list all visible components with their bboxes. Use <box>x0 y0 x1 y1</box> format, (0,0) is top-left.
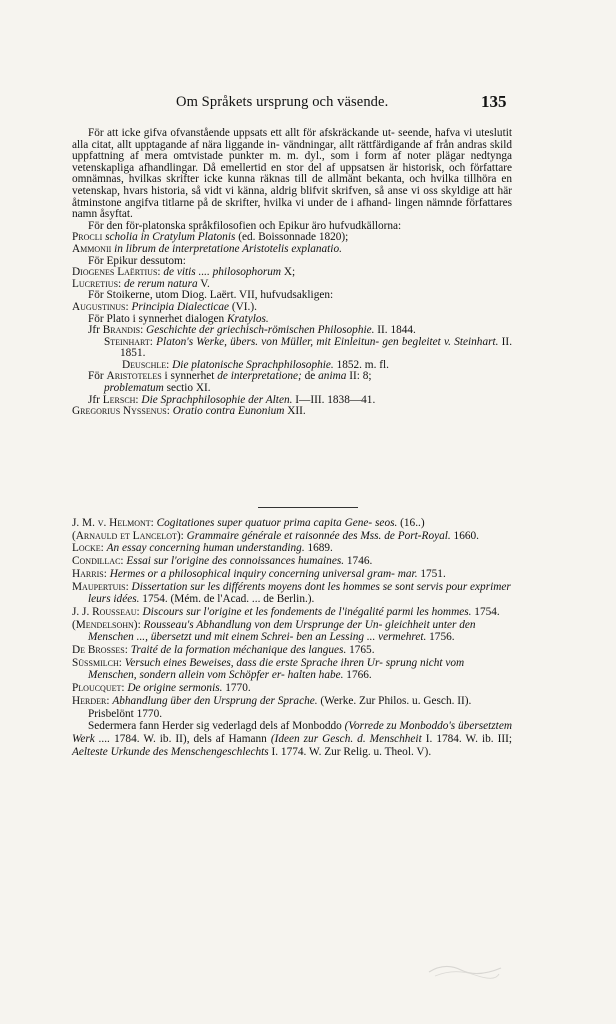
work-title: parmi les hommes. <box>386 605 472 618</box>
work-title: Grammaire générale et raisonnée des Mss. de <box>186 529 395 542</box>
author: Locke: <box>72 542 104 555</box>
work-title: seos. <box>375 517 398 529</box>
work-title: sont servis pour exprimer leurs idées. <box>88 580 511 606</box>
bib-entry-herder <box>72 695 512 720</box>
author: Procli <box>72 231 103 244</box>
work-title: ben an Lessing ... vermehret. <box>296 631 427 644</box>
year: (16..) <box>397 517 425 529</box>
edition: (ed. Boissonnade 1820); <box>238 231 349 244</box>
work-title: in librum de interpretatione Aristotelis explanatio. <box>114 242 342 255</box>
author: Aristoteles <box>106 370 162 383</box>
work-title: Versuch eines Beweises, dass die erste Sprache ihren Ur- <box>124 656 383 669</box>
intro-line: För att icke gifva ofvanstående uppsats ett allt för afskräckande ut- <box>88 127 395 139</box>
closing-text: I. 1774. W. Zur <box>271 745 341 758</box>
intro-paragraph <box>72 128 512 221</box>
author: Brandis: <box>102 324 144 337</box>
author: Gregorius Nyssenus: <box>72 405 170 418</box>
volume: II: 8; <box>349 370 372 383</box>
author: Süssmilch: <box>72 656 122 669</box>
work-title: scholia in Cratylum Platonis <box>105 231 236 244</box>
connector: de <box>304 370 316 383</box>
year: 1751. <box>417 567 446 580</box>
year: 1766. <box>343 669 372 682</box>
closing-text: 1784. W. ib. II), dels af <box>114 732 225 745</box>
work-title: gleichheit unter den Menschen ..., übersetzt und mit einem Schrei- <box>88 618 476 644</box>
plato-prefix: För Plato i synnerhet dialogen <box>88 312 225 325</box>
author: (Mendelsohn): <box>72 618 141 631</box>
compare-prefix: Jfr <box>88 393 100 406</box>
author: Herder: <box>72 694 110 707</box>
year: 1754. <box>471 605 500 618</box>
closing-text: Relig. u. Theol. V). <box>343 745 432 758</box>
work-title: (Vorrede zu <box>344 720 397 733</box>
author: Lucretius: <box>72 277 122 290</box>
bib-entry-helmont <box>72 517 512 530</box>
main-text <box>72 128 512 418</box>
year: 1746. <box>344 555 373 568</box>
intro-line: lingen nämnde författares namn åsyftat. <box>72 196 512 221</box>
bib-entry-maupertuis <box>72 581 512 606</box>
stoics-intro: För Stoikerne, utom Diog. Laërt. VII, hufvudsakligen: <box>88 289 334 302</box>
work-title: anima <box>318 370 347 383</box>
author: Ploucquet: <box>72 682 125 695</box>
volume: sectio XI. <box>166 382 211 395</box>
author: Deuschle: <box>122 358 170 371</box>
intro-line: så vidt vi känna, aldrig blifvit skrifven, så anse vi oss skyldige att här <box>191 184 512 197</box>
sources-intro: För den för-platonska språkfilosofien och Epikur äro hufvudkällorna: <box>88 219 402 232</box>
work-title: Abhandlung über den Ursprung der Sprache. <box>112 694 318 707</box>
work-title: Aelteste Urkunde des Menschengeschlechts <box>72 745 269 758</box>
year: 1770. <box>222 682 251 695</box>
intro-line: vetenskapliga afhandlingar. Då emellertid en stor del af uppsatsen är <box>72 161 398 174</box>
epikur-intro: För Epikur dessutom: <box>88 254 186 267</box>
work-title: Cogitationes super quatuor prima capita Gene- <box>156 517 373 529</box>
page-header <box>0 94 616 114</box>
volume: V. <box>200 277 210 290</box>
work-title: Rousseau's Abhandlung von dem Ursprunge der Un- <box>143 618 383 631</box>
intro-line: historisk, och författare omnämnas, hvilkas skrifter icke kunna räknas <box>72 161 513 186</box>
work-title: Principia Dialecticae <box>131 300 230 313</box>
closing-text: Hamann <box>228 732 267 745</box>
work-title: Monboddo's übersetztem Werk .... <box>72 720 512 745</box>
author: Steinhart: <box>104 335 153 348</box>
connector: i synnerhet <box>164 370 215 383</box>
work-title: problematum <box>104 382 164 395</box>
work-title: Discours sur l'origine et les fondements de l'inégalité <box>142 605 384 618</box>
author: Ammonii <box>72 242 112 255</box>
work-title: de rerum natura <box>123 277 198 290</box>
library-stamp-icon <box>425 958 505 980</box>
author: J. M. v. Helmont: <box>72 517 154 529</box>
work-title: mar. <box>397 567 418 580</box>
volume: II. 1851. <box>120 335 513 360</box>
volume: X; <box>283 266 296 279</box>
bib-entry-ploucquet <box>72 682 512 695</box>
year: 1660. <box>450 529 479 542</box>
intro-line: till de allmänt bekanta, och hvilka tillhöra en vetenskap, hvars historia, <box>72 173 512 197</box>
author: Maupertuis: <box>72 580 129 593</box>
bib-entry-condillac <box>72 555 512 568</box>
volume: 1852. m. fl. <box>336 358 389 371</box>
work-title: Port-Royal. <box>397 529 451 542</box>
author: Lersch: <box>102 393 139 406</box>
bib-entry-harris <box>72 568 512 581</box>
prefix: För <box>88 370 104 383</box>
year: 1689. <box>304 542 333 555</box>
work-title: Kratylos. <box>227 312 269 325</box>
year: 1765. <box>346 644 375 657</box>
intro-line: seende, hafva vi uteslutit alla citat, allt upptagande af nära liggande in- <box>72 127 512 151</box>
volume: II. 1844. <box>377 324 416 337</box>
source-aristoteles <box>72 371 512 394</box>
work-title: An essay concerning human understanding. <box>106 542 305 555</box>
author: (Arnauld et Lancelot): <box>72 529 184 542</box>
bib-entry-port-royal <box>72 530 512 543</box>
author: Augustinus: <box>72 300 129 313</box>
work-title: sprung nicht vom Menschen, sondern allein vom Schöpfer er- <box>88 656 465 682</box>
source-gregorius <box>72 406 512 418</box>
work-title: De origine sermonis. <box>127 682 223 695</box>
work-title: Traité de la formation méchanique des langues. <box>130 644 347 657</box>
bib-entry-de-brosses <box>72 644 512 657</box>
work-title: Geschichte der griechisch-römischen Philosophie. <box>146 324 375 337</box>
closing-paragraph <box>72 720 512 758</box>
work-title: de vitis .... philosophorum <box>163 266 282 279</box>
bibliography <box>72 517 512 758</box>
intro-line: åtminstone angifva titlarne på de skrifter, hvilka vi under de i afhand- <box>72 196 392 209</box>
author: Diogenes Laërtius: <box>72 266 161 279</box>
volume: I—III. 1838—41. <box>295 393 376 406</box>
year: 1756. <box>426 631 455 644</box>
closing-text: Sedermera fann Herder sig vederlagd dels af Monboddo <box>88 720 342 733</box>
edition: Philos. u. Gesch. II). Prisbelönt 1770. <box>88 694 472 720</box>
closing-text: I. 1784. W. ib. III; <box>425 732 513 745</box>
bib-entry-locke <box>72 542 512 555</box>
year: 1754. (Mém. de l'Acad. ... <box>139 593 261 606</box>
source-steinhart <box>72 337 512 360</box>
author: J. J. Rousseau: <box>72 605 140 618</box>
work-title: gen begleitet v. Steinhart. <box>382 335 499 348</box>
work-title: halten habe. <box>287 669 344 682</box>
author: Condillac: <box>72 555 124 568</box>
work-title: Hermes or a philosophical inquiry concerning universal gram- <box>109 567 395 580</box>
bib-entry-rousseau <box>72 606 512 619</box>
bib-entry-sussmilch <box>72 657 512 682</box>
page-number: 135 <box>481 92 507 111</box>
author: Harris: <box>72 567 107 580</box>
source-ammonius <box>72 244 512 256</box>
work-title: Die platonische Sprachphilosophie. <box>172 358 334 371</box>
intro-line: vändningar, allt rättfärdigande af från andras skild uppfattning af mera <box>72 138 512 163</box>
work-title: Platon's Werke, übers. von Müller, mit Einleitun- <box>156 335 380 348</box>
work-title: Oratio contra Eunonium <box>172 405 285 418</box>
running-title: Om Språkets ursprung och väsende. <box>176 94 389 110</box>
author: De Brosses: <box>72 644 128 657</box>
section-divider <box>258 507 358 508</box>
volume: (VI.). <box>231 300 257 313</box>
compare-prefix: Jfr <box>88 324 100 337</box>
work-title: Dissertation sur les différents moyens dont les hommes se <box>131 580 393 593</box>
work-title: Die Sprachphilosophie der Alten. <box>141 393 293 406</box>
intro-line: omtvistade punkter m. m. dyl., som i form af noter plägar nedtynga <box>173 150 513 163</box>
work-title: de interpretatione; <box>217 370 302 383</box>
publisher: de Berlin.). <box>263 593 315 606</box>
work-title: (Ideen zur Gesch. d. Menschheit <box>270 732 422 745</box>
edition: (Werke. Zur <box>317 694 376 707</box>
work-title: Essai sur l'origine des connoissances humaines. <box>126 555 345 568</box>
bib-entry-mendelsohn <box>72 619 512 644</box>
volume: XII. <box>287 405 306 418</box>
